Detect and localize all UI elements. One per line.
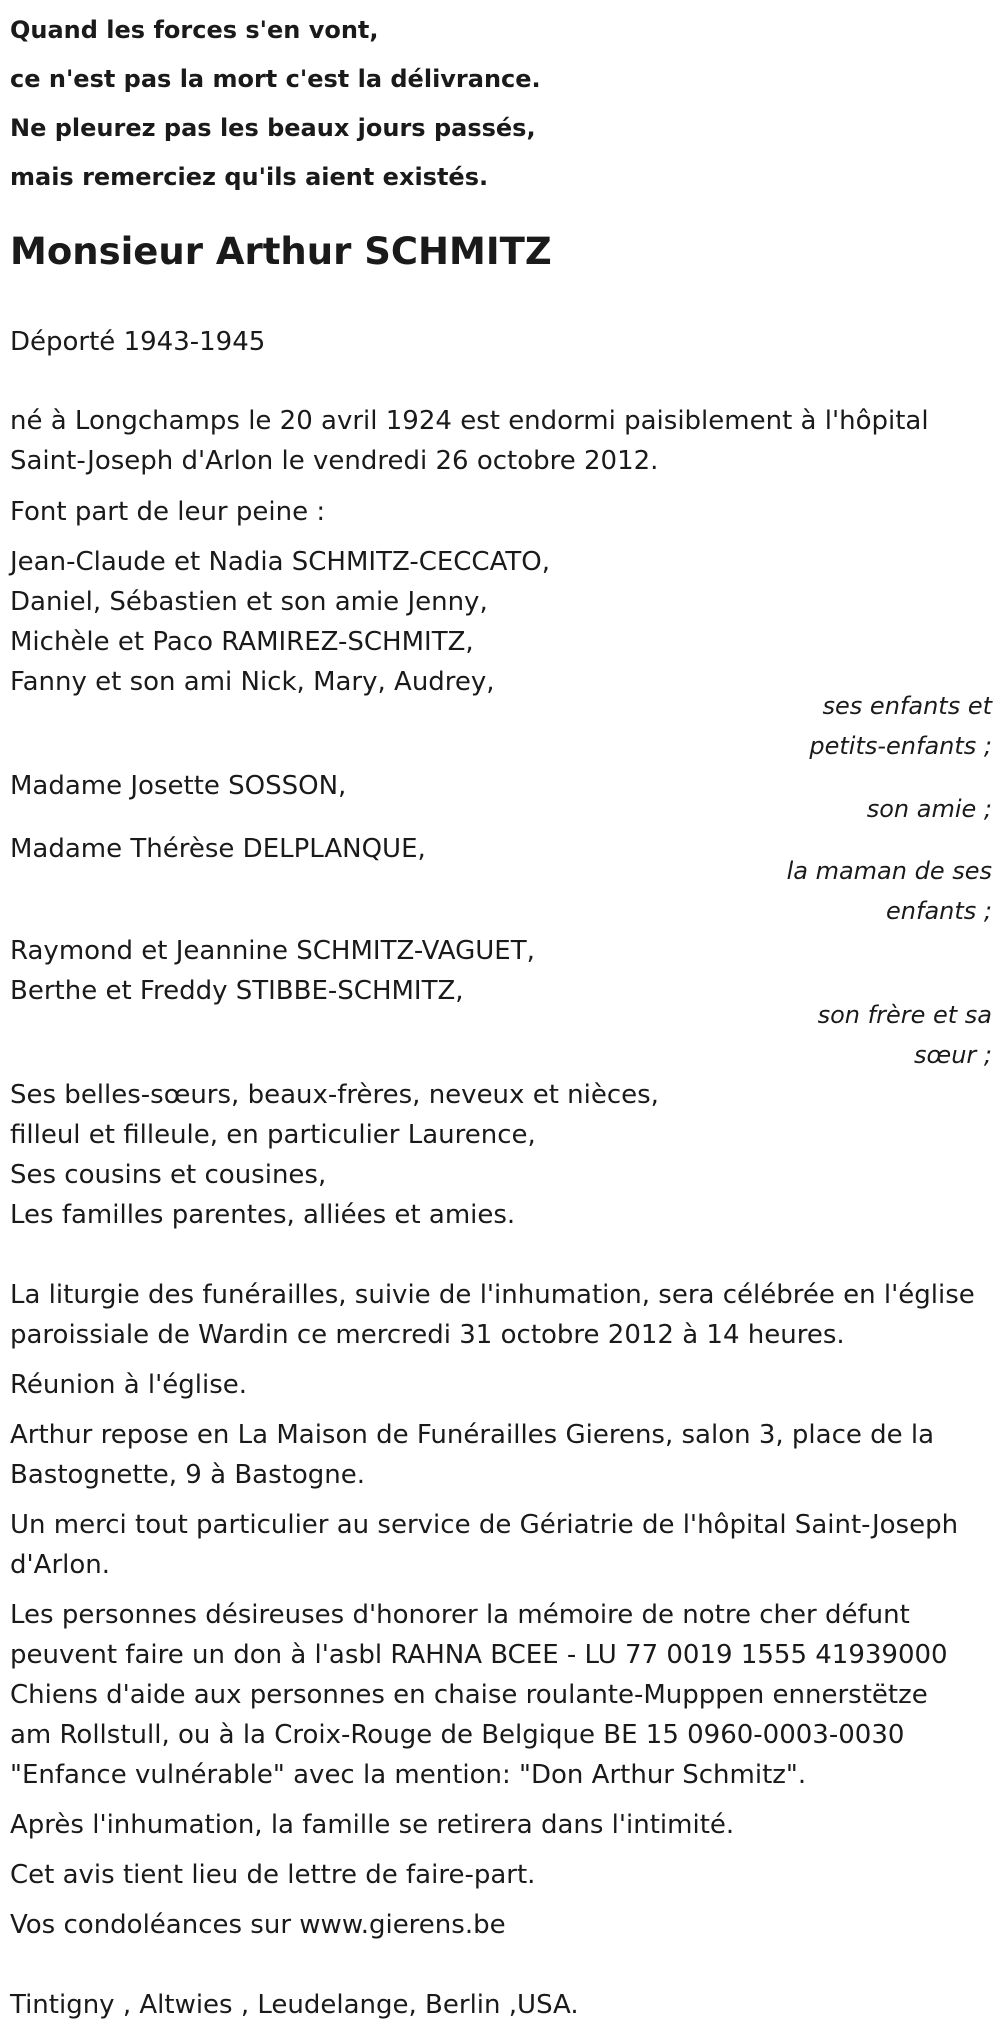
poem-line: Quand les forces s'en vont, <box>10 16 379 44</box>
siblings-role <box>818 995 992 1075</box>
role-line: son frère et sa <box>817 1001 992 1029</box>
condolences-line: Vos condoléances sur www.gierens.be <box>10 1910 506 1940</box>
thanks-line: d'Arlon. <box>10 1550 111 1580</box>
family-line: Ses belles-sœurs, beaux-frères, neveux et nièces, <box>10 1080 659 1110</box>
rest-paragraph <box>10 1415 995 1495</box>
relatives-list <box>10 1075 995 1235</box>
role-line: son amie ; <box>866 795 992 823</box>
mother-role <box>787 851 992 931</box>
family-line: Madame Josette SOSSON, <box>10 771 347 801</box>
places-line: Tintigny , Altwies , Leudelange, Berlin ,USA. <box>10 1990 579 2020</box>
thanks-line: Un merci tout particulier au service de Gériatrie de l'hôpital Saint-Joseph <box>10 1510 959 1540</box>
role-line: sœur ; <box>914 1041 992 1069</box>
rest-line: Arthur repose en La Maison de Funérailles Gierens, salon 3, place de la <box>10 1420 935 1450</box>
notice-paragraph <box>10 1855 995 1895</box>
family-line: Berthe et Freddy STIBBE-SCHMITZ, <box>10 976 464 1006</box>
intro-text <box>10 492 995 532</box>
birth-paragraph <box>10 401 995 481</box>
friend-entry <box>10 766 995 806</box>
condolences-paragraph <box>10 1905 995 1945</box>
deceased-note <box>10 322 995 362</box>
family-line: Michèle et Paco RAMIREZ-SCHMITZ, <box>10 627 474 657</box>
donation-line: "Enfance vulnérable" avec la mention: "Don Arthur Schmitz". <box>10 1760 807 1790</box>
poem-line: ce n'est pas la mort c'est la délivrance. <box>10 65 541 93</box>
donation-line: Les personnes désireuses d'honorer la mémoire de notre cher défunt <box>10 1600 910 1630</box>
family-line: Raymond et Jeannine SCHMITZ-VAGUET, <box>10 936 535 966</box>
donation-line: peuvent faire un don à l'asbl RAHNA BCEE - LU 77 0019 1555 41939000 <box>10 1640 948 1670</box>
donation-paragraph <box>10 1595 995 1795</box>
children-list <box>10 542 995 702</box>
friend-role <box>867 789 992 829</box>
places-paragraph <box>10 1985 995 2025</box>
role-line: ses enfants et <box>822 692 992 720</box>
poem-line: mais remerciez qu'ils aient existés. <box>10 163 489 191</box>
role-line: enfants ; <box>886 897 992 925</box>
poem <box>10 6 541 202</box>
family-line: filleul et filleule, en particulier Laurence, <box>10 1120 536 1150</box>
thanks-paragraph <box>10 1505 995 1585</box>
notice-line: Cet avis tient lieu de lettre de faire-part. <box>10 1860 536 1890</box>
role-line: la maman de ses <box>786 857 992 885</box>
deceased-name: Monsieur Arthur SCHMITZ <box>10 230 552 273</box>
liturgy-line: paroissiale de Wardin ce mercredi 31 octobre 2012 à 14 heures. <box>10 1320 845 1350</box>
family-line: Madame Thérèse DELPLANQUE, <box>10 834 426 864</box>
family-line: Jean-Claude et Nadia SCHMITZ-CECCATO, <box>10 547 550 577</box>
family-line: Les familles parentes, alliées et amies. <box>10 1200 516 1230</box>
liturgy-paragraph <box>10 1275 995 1355</box>
privacy-line: Après l'inhumation, la famille se retirera dans l'intimité. <box>10 1810 735 1840</box>
children-role <box>809 686 992 766</box>
birth-line: Saint-Joseph d'Arlon le vendredi 26 octobre 2012. <box>10 446 659 476</box>
meeting-line: Réunion à l'église. <box>10 1370 248 1400</box>
donation-line: am Rollstull, ou à la Croix-Rouge de Belgique BE 15 0960-0003-0030 <box>10 1720 905 1750</box>
rest-line: Bastognette, 9 à Bastogne. <box>10 1460 365 1490</box>
family-line: Ses cousins et cousines, <box>10 1160 327 1190</box>
liturgy-line: La liturgie des funérailles, suivie de l'inhumation, sera célébrée en l'église <box>10 1280 975 1310</box>
role-line: petits-enfants ; <box>809 732 992 760</box>
intro-line: Font part de leur peine : <box>10 497 326 527</box>
deceased-note-text: Déporté 1943-1945 <box>10 327 266 357</box>
meeting-paragraph <box>10 1365 995 1405</box>
privacy-paragraph <box>10 1805 995 1845</box>
poem-line: Ne pleurez pas les beaux jours passés, <box>10 114 536 142</box>
donation-line: Chiens d'aide aux personnes en chaise roulante-Mupppen ennerstëtze <box>10 1680 928 1710</box>
birth-line: né à Longchamps le 20 avril 1924 est endormi paisiblement à l'hôpital <box>10 406 929 436</box>
family-line: Fanny et son ami Nick, Mary, Audrey, <box>10 667 495 697</box>
family-line: Daniel, Sébastien et son amie Jenny, <box>10 587 488 617</box>
